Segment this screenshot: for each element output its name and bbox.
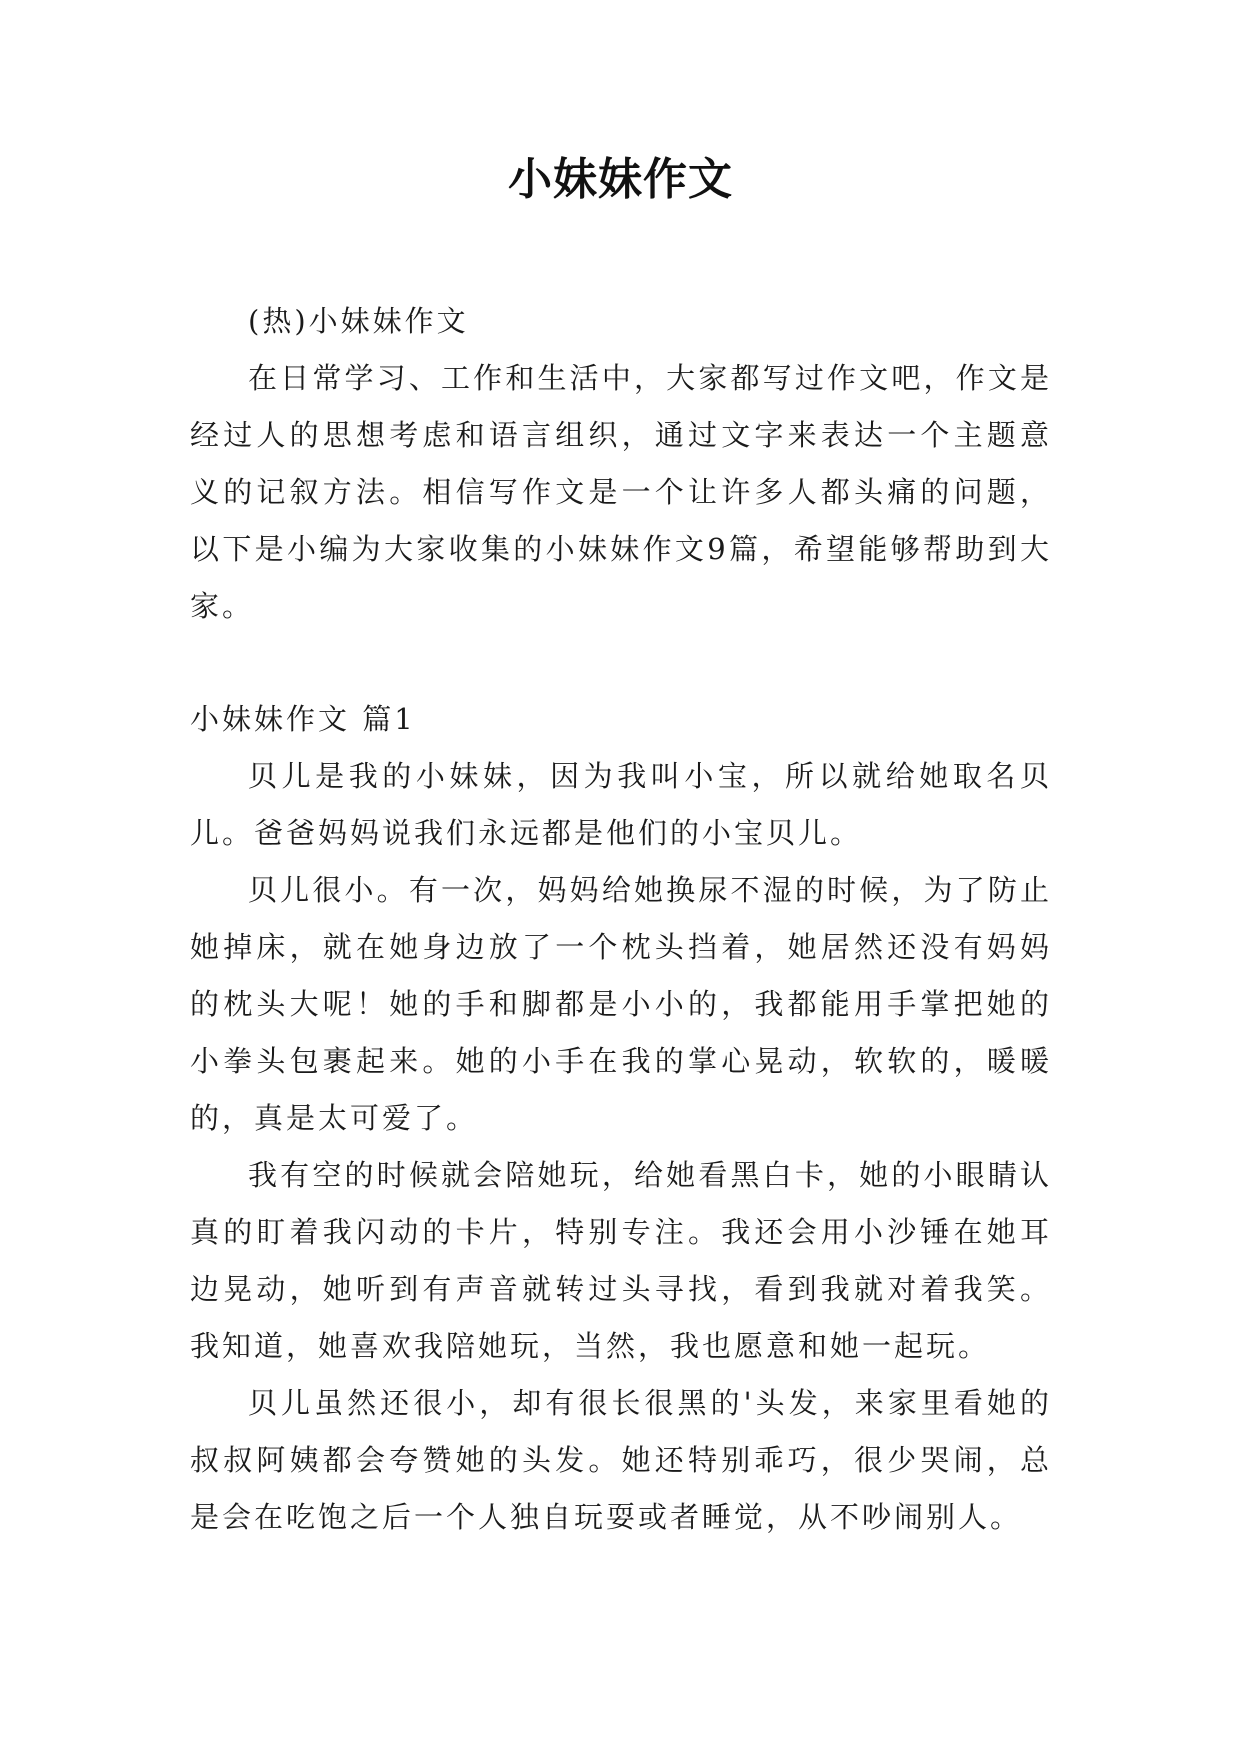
document-body (190, 293, 1052, 1546)
intro-paragraph: 在日常学习、工作和生活中，大家都写过作文吧，作文是经过人的思想考虑和语言组织，通过文字来表达一个主题意义的记叙方法。相信写作文是一个让许多人都头痛的问题，以下是小编为大家收集的小妹妹作文9篇，希望能够帮助到大家。 (190, 361, 1052, 623)
section-gap (190, 635, 1052, 691)
document-subtitle: (热)小妹妹作文 (248, 304, 469, 338)
body-paragraph: 我有空的时候就会陪她玩，给她看黑白卡，她的小眼睛认真的盯着我闪动的卡片，特别专注。我还会用小沙锤在她耳边晃动，她听到有声音就转过头寻找，看到我就对着我笑。我知道，她喜欢我陪她玩，当然，我也愿意和她一起玩。 (190, 1158, 1052, 1363)
body-paragraph: 贝儿很小。有一次，妈妈给她换尿不湿的时候，为了防止她掉床，就在她身边放了一个枕头挡着，她居然还没有妈妈的枕头大呢！她的手和脚都是小小的，我都能用手掌把她的小拳头包裹起来。她的小手在我的掌心晃动，软软的，暖暖的，真是太可爱了。 (190, 873, 1052, 1135)
body-paragraph: 贝儿是我的小妹妹，因为我叫小宝，所以就给她取名贝儿。爸爸妈妈说我们永远都是他们的小宝贝儿。 (190, 759, 1052, 850)
section-heading: 小妹妹作文 篇1 (190, 702, 416, 736)
body-paragraph: 贝儿虽然还很小，却有很长很黑的'头发，来家里看她的叔叔阿姨都会夸赞她的头发。她还特别乖巧，很少哭闹，总是会在吃饱之后一个人独自玩耍或者睡觉，从不吵闹别人。 (190, 1386, 1052, 1534)
document-title: 小妹妹作文 (508, 154, 733, 205)
